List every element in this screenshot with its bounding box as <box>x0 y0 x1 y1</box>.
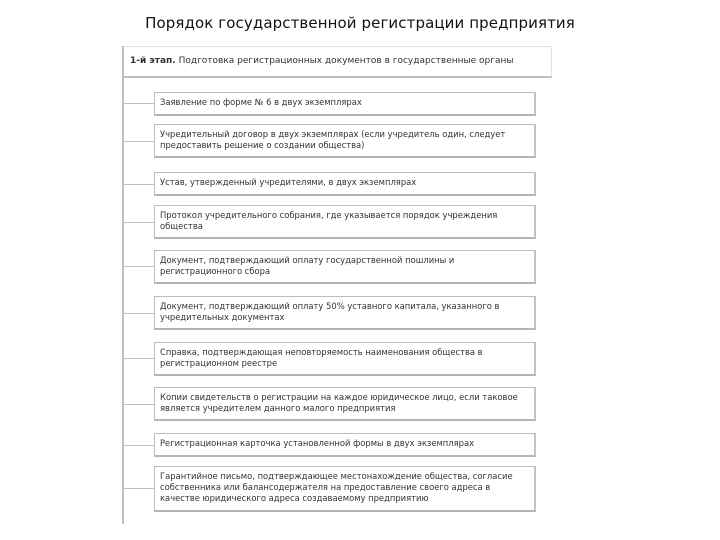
document-box <box>154 124 536 158</box>
branch-connector <box>122 488 154 489</box>
document-box <box>154 92 536 116</box>
branch-connector <box>122 184 154 185</box>
document-box <box>154 466 536 512</box>
stage-number: 1-й этап. <box>130 56 176 66</box>
document-box <box>154 342 536 376</box>
branch-connector <box>122 266 154 267</box>
flow-connector-line <box>122 46 124 524</box>
branch-connector <box>122 404 154 405</box>
document-box <box>154 387 536 421</box>
document-box <box>154 296 536 330</box>
document-box <box>154 250 536 284</box>
branch-connector <box>122 445 154 446</box>
document-text: Устав, утвержденный учредителями, в двух экземплярах <box>160 177 417 187</box>
document-text: Документ, подтверждающий оплату 50% уставного капитала, указанного в учредительных документах <box>160 301 500 322</box>
document-text: Документ, подтверждающий оплату государственной пошлины и регистрационного сбора <box>160 255 455 276</box>
branch-connector <box>122 141 154 142</box>
document-text: Копии свидетельств о регистрации на каждое юридическое лицо, если таковое является учредителем данного малого предприятия <box>160 392 518 413</box>
document-text: Гарантийное письмо, подтверждающее местонахождение общества, согласие собственника или балансодержателя на предоставление своего адреса в качестве юридического адреса создаваемому предприятию <box>160 471 513 503</box>
branch-connector <box>122 222 154 223</box>
branch-connector <box>122 313 154 314</box>
document-text: Регистрационная карточка установленной формы в двух экземплярах <box>160 438 475 448</box>
document-text: Заявление по форме № 6 в двух экземплярах <box>160 97 362 107</box>
branch-connector <box>122 358 154 359</box>
stage-description: Подготовка регистрационных документов в государственные органы <box>178 56 514 66</box>
document-text: Учредительный договор в двух экземплярах (если учредитель один, следует предоставить решение о создании общества) <box>160 129 506 150</box>
document-box <box>154 433 536 457</box>
page-title: Порядок государственной регистрации предприятия <box>145 14 575 32</box>
document-text: Протокол учредительного собрания, где указывается порядок учреждения общества <box>160 210 498 231</box>
stage-header <box>124 46 552 78</box>
document-text: Справка, подтверждающая неповторяемость наименования общества в регистрационном реестре <box>160 347 483 368</box>
document-box <box>154 172 536 196</box>
document-box <box>154 205 536 239</box>
branch-connector <box>122 103 154 104</box>
